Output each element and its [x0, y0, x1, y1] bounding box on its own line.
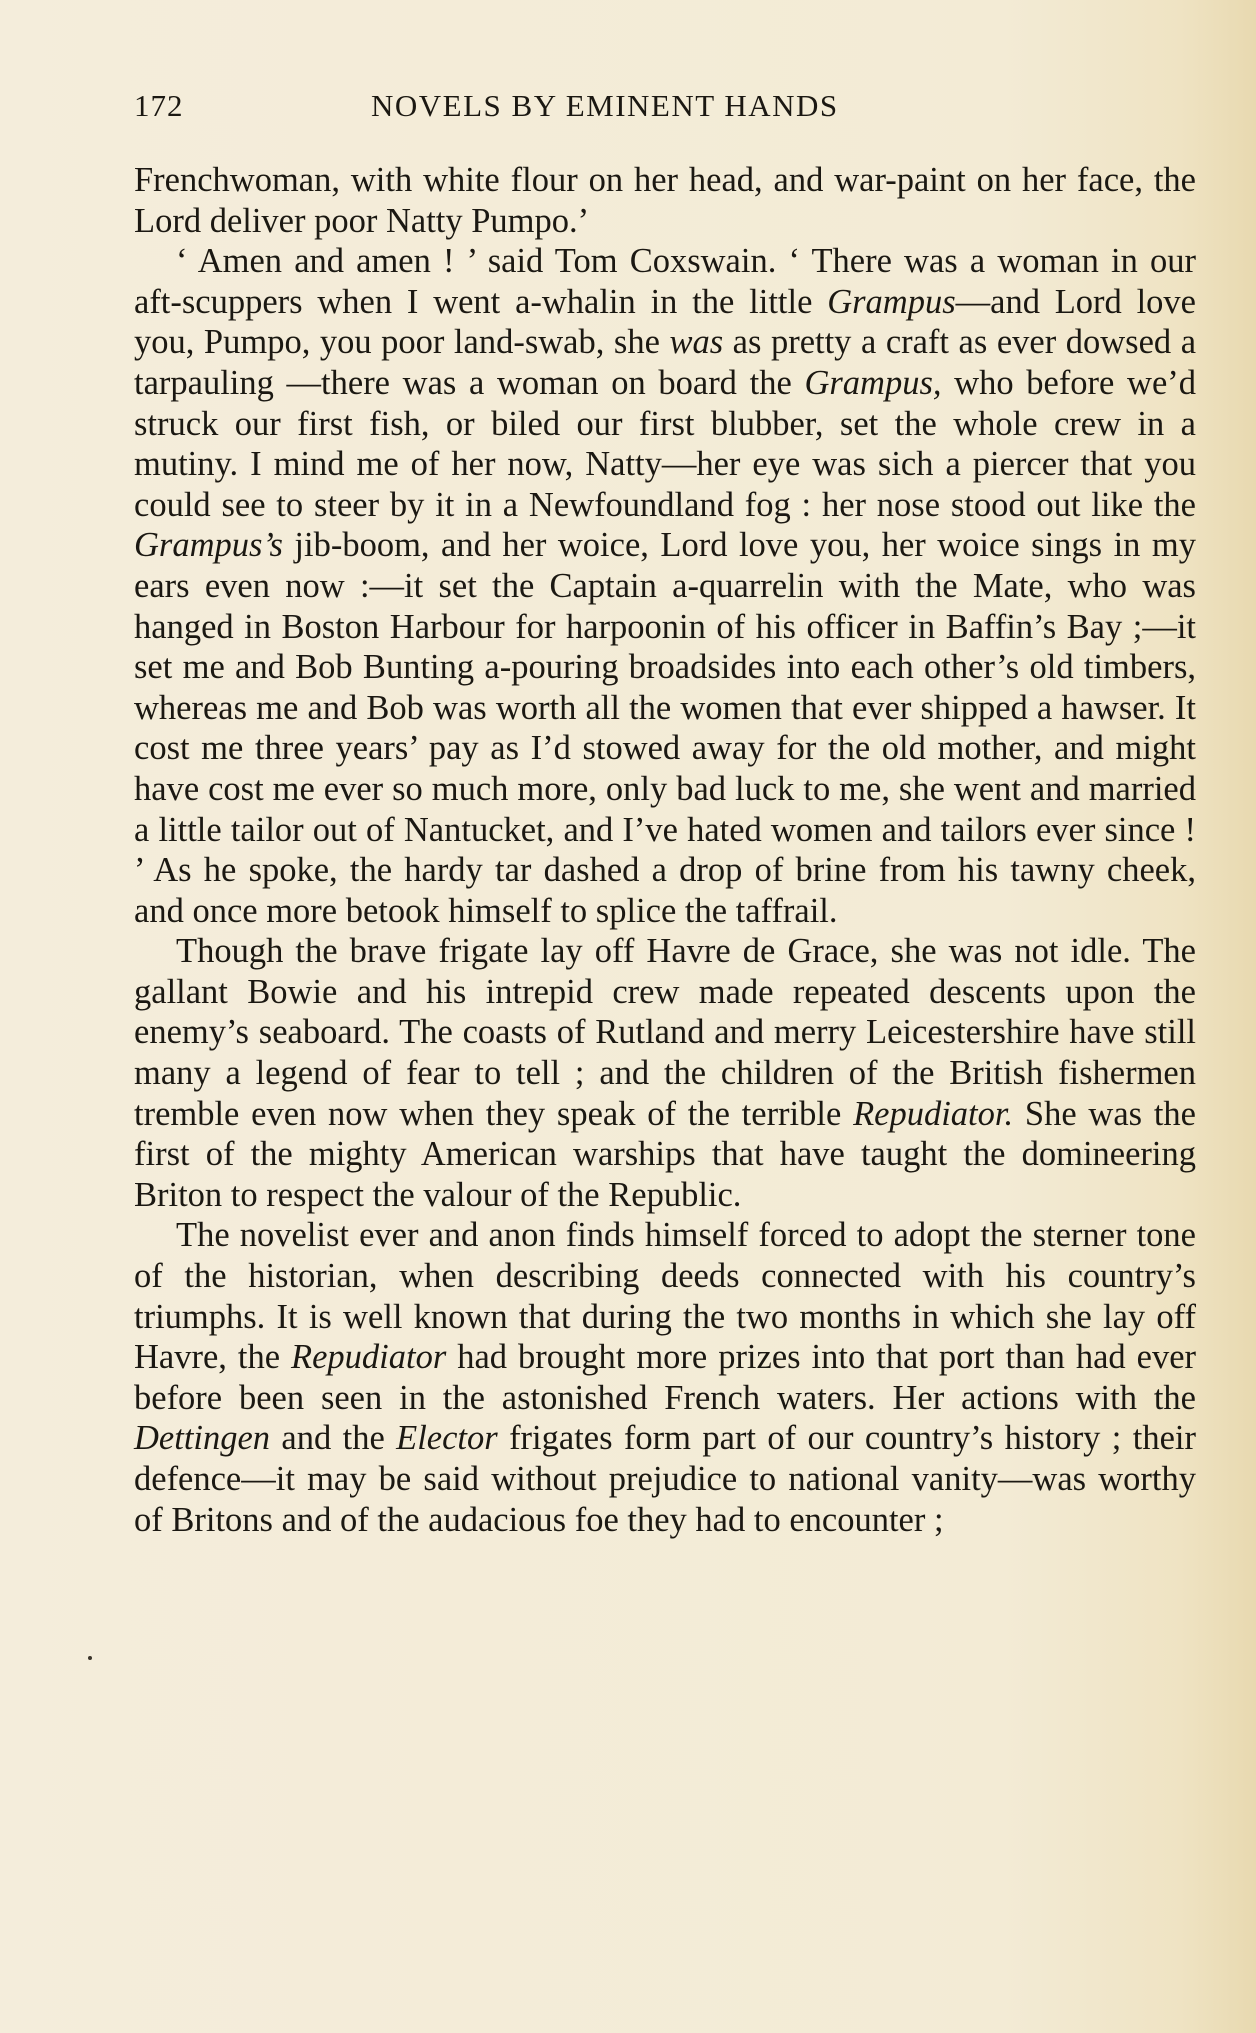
- text-run: frigates form part of our country’s history ; their defence—it may be said without prejudice to national vanity—was worthy of Britons and of the audacious foe they had to encounter ;: [134, 1419, 1196, 1539]
- margin-speck: [88, 1656, 92, 1660]
- italic-emphasis: was: [669, 323, 724, 362]
- paragraph-1: [134, 160, 1196, 241]
- text-run: Frenchwoman, with white flour on her head, and war-paint on her face, the Lord deliver poor Natty Pumpo.’: [134, 161, 1196, 240]
- text-run: as pretty a craft as ever dowsed a tarpauling —there was a woman on board the: [134, 323, 1197, 402]
- italic-ship-name: Elector: [396, 1419, 498, 1458]
- text-run: had brought more prizes into that port than had ever before been seen in the astonished French waters. Her actions with the: [134, 1338, 1196, 1417]
- text-run: The novelist ever and anon finds himself forced to adopt the sterner tone of the historian, when describing deeds connected with his country’s triumphs. It is well known that during the two months in which she lay off Havre, the: [134, 1216, 1196, 1377]
- italic-ship-name: Dettingen: [134, 1419, 271, 1458]
- text-run: and the: [270, 1419, 397, 1458]
- italic-ship-name: Grampus’s: [134, 526, 283, 565]
- text-run: who before we’d struck our first fish, or biled our first blubber, set the whole crew in a mutiny. I mind me of her now, Natty—her eye was sich a piercer that you could see to steer by it in a Newfoundland fog : her nose stood out like the: [134, 363, 1196, 524]
- paragraph-2: [134, 241, 1196, 931]
- text-run: jib-boom, and her woice, Lord love you, her woice sings in my ears even now :—it set the Captain a-quarrelin with the Mate, who was hanged in Boston Harbour for harpoonin of his officer in Baffin’s Bay ;—it set me and Bob Bunting a-pouring broadsides into each other’s old timbers, whereas me and Bob was worth all the women that ever shipped a hawser. It cost me three years’ pay as I’d stowed away for the old mother, and might have cost me ever so much more, only bad luck to me, she went and married a little tailor out of Nantucket, and I’ve hated women and tailors ever since ! ’ As he spoke, the hardy tar dashed a drop of brine from his tawny cheek, and once more betook himself to splice the taffrail.: [134, 526, 1196, 930]
- italic-ship-name: Grampus: [827, 282, 956, 321]
- body-text: [134, 160, 1196, 1540]
- text-run: —and Lord love you, Pumpo, you poor land-swab, she: [134, 282, 1196, 362]
- paragraph-3: [134, 931, 1196, 1215]
- page-number: 172: [134, 88, 184, 123]
- paragraph-4: [134, 1215, 1196, 1540]
- text-run: Though the brave frigate lay off Havre de Grace, she was not idle. The gallant Bowie and his intrepid crew made repeated descents upon the enemy’s seaboard. The coasts of Rutland and merry Leicestershire have still many a legend of fear to tell ; and the children of the British fishermen tremble even now when they speak of the terrible: [134, 932, 1196, 1133]
- text-run: ‘ Amen and amen ! ’ said Tom Coxswain. ‘ There was a woman in our aft-scuppers when I went a-whalin in the little: [134, 242, 1196, 321]
- page-header: [134, 88, 1196, 134]
- italic-ship-name: Repudiator: [291, 1338, 447, 1377]
- italic-ship-name: Grampus,: [804, 363, 942, 402]
- running-title: NOVELS BY EMINENT HANDS: [371, 88, 839, 123]
- text-run: She was the first of the mighty American warships that have taught the domineering Briton to respect the valour of the Republic.: [134, 1094, 1196, 1214]
- italic-ship-name: Repudiator.: [853, 1094, 1014, 1133]
